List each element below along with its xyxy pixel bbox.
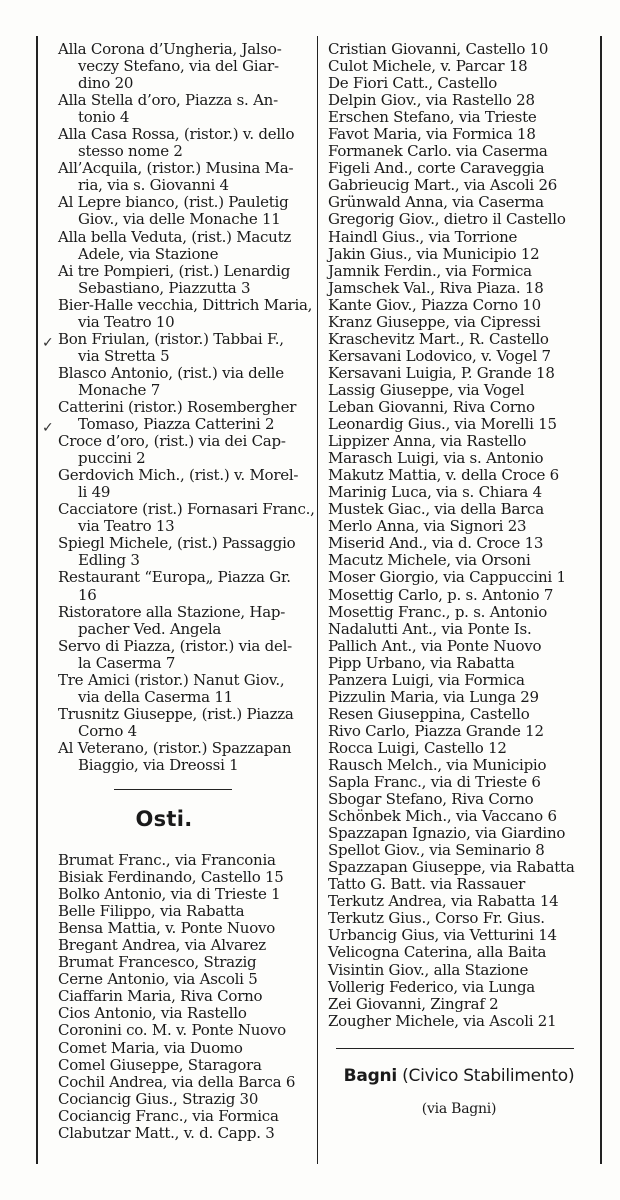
list-item: [58, 500, 315, 536]
list-item: Grünwald Anna, via Caserma: [328, 193, 544, 212]
list-item: Comet Maria, via Duomo: [58, 1038, 243, 1057]
list-item: Leban Giovanni, Riva Corno: [328, 397, 535, 416]
list-item: Clabutzar Matt., v. d. Capp. 3: [58, 1123, 275, 1142]
list-item: Jamnik Ferdin., via Formica: [328, 261, 532, 280]
list-item: Erschen Stefano, via Trieste: [328, 108, 537, 127]
bagni-title-paren: (Civico Stabilimento): [402, 1065, 575, 1086]
list-item: Tatto G. Batt. via Rassauer: [328, 875, 526, 894]
list-item: Sbogar Stefano, Riva Corno: [328, 790, 534, 809]
entry-continuation: puccini 2: [78, 449, 146, 468]
list-item: Miserid And., via d. Croce 13: [328, 534, 544, 553]
list-item: Rocca Luigi, Castello 12: [328, 738, 507, 757]
entry-line: Blasco Antonio, (rist.) via delle: [58, 363, 284, 382]
entry-continuation: veczy Stefano, via del Giar-: [78, 57, 279, 76]
list-item: Spazzapan Giuseppe, via Rabatta: [328, 858, 575, 877]
entry-continuation: via Teatro 10: [78, 312, 175, 331]
list-item: Cios Antonio, via Rastello: [58, 1004, 247, 1023]
list-item: Spazzapan Ignazio, via Giardino: [328, 824, 566, 843]
list-item: [58, 297, 312, 331]
entry-line: Alla bella Veduta, (rist.) Macutz: [58, 227, 292, 246]
entry-continuation: Adele, via Stazione: [78, 244, 219, 263]
list-item: Brumat Franc., via Franconia: [58, 851, 276, 870]
list-item: Delpin Giov., via Rastello 28: [328, 91, 535, 110]
list-item: [58, 638, 312, 672]
list-item: Formanek Carlo. via Caserma: [328, 142, 548, 161]
list-item: Cochil Andrea, via della Barca 6: [58, 1072, 296, 1091]
restaurant-list: [58, 40, 315, 774]
osti-list-right: [328, 41, 590, 1030]
list-item: [58, 160, 312, 194]
entry-line: Servo di Piazza, (ristor.) via del-: [58, 636, 292, 655]
entry-continuation: Tomaso, Piazza Catterini 2: [78, 415, 275, 434]
entry-line: Gerdovich Mich., (rist.) v. Morel-: [58, 466, 299, 485]
entry-continuation: via Teatro 13: [78, 517, 175, 536]
list-item: [58, 706, 312, 740]
list-item: Jakin Gius., via Municipio 12: [328, 244, 540, 263]
list-item: Marasch Luigi, via s. Antonio: [328, 449, 544, 468]
list-item: Lassig Giuseppe, via Vogel: [328, 380, 525, 399]
list-item: [58, 194, 312, 228]
list-item: [58, 331, 312, 365]
entry-line: Bier-Halle vecchia, Dittrich Maria,: [58, 295, 313, 314]
list-item: Cociancig Gius., Strazig 30: [58, 1089, 259, 1108]
list-item: Favot Maria, via Formica 18: [328, 125, 536, 144]
list-item: [58, 740, 312, 774]
entry-line: Cacciatore (rist.) Fornasari Franc.,: [58, 500, 315, 519]
left-column: [58, 40, 315, 1142]
list-item: Cerne Antonio, via Ascoli 5: [58, 970, 258, 989]
list-item: Kraschevitz Mart., R. Castello: [328, 329, 549, 348]
entry-line: Trusnitz Giuseppe, (rist.) Piazza: [58, 704, 294, 723]
list-item: Spellot Giov., via Seminario 8: [328, 841, 545, 860]
entry-continuation: Edling 3: [78, 551, 140, 570]
entry-continuation: li 49: [78, 483, 111, 502]
list-item: Mustek Giac., via della Barca: [328, 500, 544, 519]
list-item: Kersavani Luigia, P. Grande 18: [328, 363, 555, 382]
list-item: Ciaffarin Maria, Riva Corno: [58, 987, 263, 1006]
list-item: Schönbek Mich., via Vaccano 6: [328, 807, 557, 826]
list-item: [58, 535, 312, 569]
list-item: [58, 433, 312, 467]
section-title-bagni: [328, 1063, 590, 1089]
list-item: Pizzulin Maria, via Lunga 29: [328, 687, 539, 706]
entry-line: Ai tre Pompieri, (rist.) Lenardig: [58, 261, 291, 280]
section-rule: [336, 1048, 574, 1049]
list-item: [58, 229, 312, 263]
entry-line: Alla Corona d’Ungheria, Jalso-: [58, 40, 282, 58]
entry-continuation: la Caserma 7: [78, 653, 176, 672]
entry-continuation: via della Caserma 11: [78, 687, 233, 706]
list-item: Visintin Giov., alla Stazione: [328, 960, 529, 979]
list-item: Bisiak Ferdinando, Castello 15: [58, 868, 284, 887]
list-item: Kante Giov., Piazza Corno 10: [328, 295, 541, 314]
list-item: Cociancig Franc., via Formica: [58, 1106, 279, 1125]
entry-line: Ristoratore alla Stazione, Hap-: [58, 602, 286, 621]
entry-line: Spiegl Michele, (rist.) Passaggio: [58, 534, 296, 553]
list-item: Cristian Giovanni, Castello 10: [328, 40, 549, 58]
list-item: Moser Giorgio, via Cappuccini 1: [328, 568, 566, 587]
bagni-subtitle: (via Bagni): [421, 1100, 497, 1117]
list-item: Velicogna Caterina, alla Baita: [328, 943, 547, 962]
list-item: Vollerig Federico, via Lunga: [328, 977, 535, 996]
list-item: Figeli And., corte Caraveggia: [328, 159, 545, 178]
list-item: Urbancig Gius, via Vetturini 14: [328, 926, 557, 945]
list-item: Coronini co. M. v. Ponte Nuovo: [58, 1021, 286, 1040]
list-item: Pipp Urbano, via Rabatta: [328, 653, 515, 672]
entry-line: Catterini (ristor.) Rosembergher: [58, 397, 297, 416]
list-item: Kranz Giuseppe, via Cipressi: [328, 312, 541, 331]
bagni-title-main: Bagni: [343, 1065, 397, 1086]
list-item: Belle Filippo, via Rabatta: [58, 902, 245, 921]
list-item: Brumat Francesco, Strazig: [58, 953, 257, 972]
entry-continuation: stesso nome 2: [78, 142, 183, 161]
entry-line: Al Veterano, (ristor.) Spazzapan: [58, 738, 292, 757]
list-item: [58, 41, 312, 92]
list-item: Sapla Franc., via di Trieste 6: [328, 773, 541, 792]
list-item: Bregant Andrea, via Alvarez: [58, 936, 266, 955]
entry-line: Croce d’oro, (rist.) via dei Cap-: [58, 432, 286, 451]
right-column: [328, 41, 590, 1118]
list-item: Rivo Carlo, Piazza Grande 12: [328, 721, 544, 740]
list-item: [58, 365, 312, 399]
list-item: Macutz Michele, via Orsoni: [328, 551, 531, 570]
entry-line: Bon Friulan, (ristor.) Tabbai F.,: [58, 329, 284, 348]
entry-line: All’Acquila, (ristor.) Musina Ma-: [58, 159, 294, 178]
list-item: Nadalutti Ant., via Ponte Is.: [328, 619, 532, 638]
handwritten-check-mark: ✓: [42, 335, 54, 351]
list-item: Pallich Ant., via Ponte Nuovo: [328, 636, 542, 655]
list-item: Panzera Luigi, via Formica: [328, 670, 525, 689]
list-item: Rausch Melch., via Municipio: [328, 755, 547, 774]
list-item: Marinig Luca, via s. Chiara 4: [328, 483, 542, 502]
entry-line: Alla Casa Rossa, (ristor.) v. dello: [58, 125, 295, 144]
list-item: Mosettig Carlo, p. s. Antonio 7: [328, 585, 554, 604]
section-title-osti: Osti.: [135, 807, 193, 832]
list-item: Kersavani Lodovico, v. Vogel 7: [328, 346, 551, 365]
entry-continuation: dino 20: [78, 74, 134, 93]
list-item: Bensa Mattia, v. Ponte Nuovo: [58, 919, 276, 938]
column-divider: [317, 36, 318, 1164]
section-rule: [114, 789, 232, 790]
entry-continuation: via Stretta 5: [78, 346, 170, 365]
list-item: Zei Giovanni, Zingraf 2: [328, 994, 499, 1013]
list-item: Gabrieucig Mart., via Ascoli 26: [328, 176, 558, 195]
entry-line: Al Lepre bianco, (rist.) Pauletig: [58, 193, 289, 212]
list-item: [58, 604, 312, 638]
entry-line: Restaurant “Europa„ Piazza Gr.: [58, 568, 291, 587]
list-item: [58, 467, 312, 501]
list-item: Terkutz Andrea, via Rabatta 14: [328, 892, 559, 911]
list-item: Comel Giuseppe, Staragora: [58, 1055, 262, 1074]
list-item: Makutz Mattia, v. della Croce 6: [328, 466, 559, 485]
list-item: [58, 263, 312, 297]
entry-continuation: pacher Ved. Angela: [78, 619, 222, 638]
entry-continuation: ria, via s. Giovanni 4: [78, 176, 229, 195]
list-item: Culot Michele, v. Parcar 18: [328, 57, 528, 76]
list-item: De Fiori Catt., Castello: [328, 74, 498, 93]
entry-continuation: Sebastiano, Piazzutta 3: [78, 278, 251, 297]
list-item: Merlo Anna, via Signori 23: [328, 517, 527, 536]
list-item: Gregorig Giov., dietro il Castello: [328, 210, 566, 229]
entry-continuation: 16: [78, 585, 97, 604]
entry-continuation: tonio 4: [78, 108, 130, 127]
list-item: [58, 92, 312, 126]
list-item: Resen Giuseppina, Castello: [328, 704, 530, 723]
list-item: Mosettig Franc., p. s. Antonio: [328, 602, 547, 621]
osti-list-left: [58, 852, 312, 1142]
list-item: [58, 569, 312, 603]
list-item: [58, 126, 312, 160]
list-item: Lippizer Anna, via Rastello: [328, 432, 527, 451]
entry-continuation: Biaggio, via Dreossi 1: [78, 755, 239, 774]
entry-continuation: Corno 4: [78, 721, 137, 740]
list-item: Haindl Gius., via Torrione: [328, 227, 518, 246]
list-item: Terkutz Gius., Corso Fr. Gius.: [328, 909, 545, 928]
handwritten-check-mark: ✓: [42, 420, 54, 436]
entry-line: Tre Amici (ristor.) Nanut Giov.,: [58, 670, 285, 689]
entry-continuation: Giov., via delle Monache 11: [78, 210, 281, 229]
list-item: Zougher Michele, via Ascoli 21: [328, 1011, 557, 1030]
list-item: Bolko Antonio, via di Trieste 1: [58, 885, 281, 904]
list-item: [58, 399, 312, 433]
entry-continuation: Monache 7: [78, 380, 160, 399]
list-item: Leonardig Gius., via Morelli 15: [328, 415, 557, 434]
list-item: Jamschek Val., Riva Piaza. 18: [328, 278, 544, 297]
entry-line: Alla Stella d’oro, Piazza s. An-: [58, 91, 278, 110]
list-item: [58, 672, 312, 706]
